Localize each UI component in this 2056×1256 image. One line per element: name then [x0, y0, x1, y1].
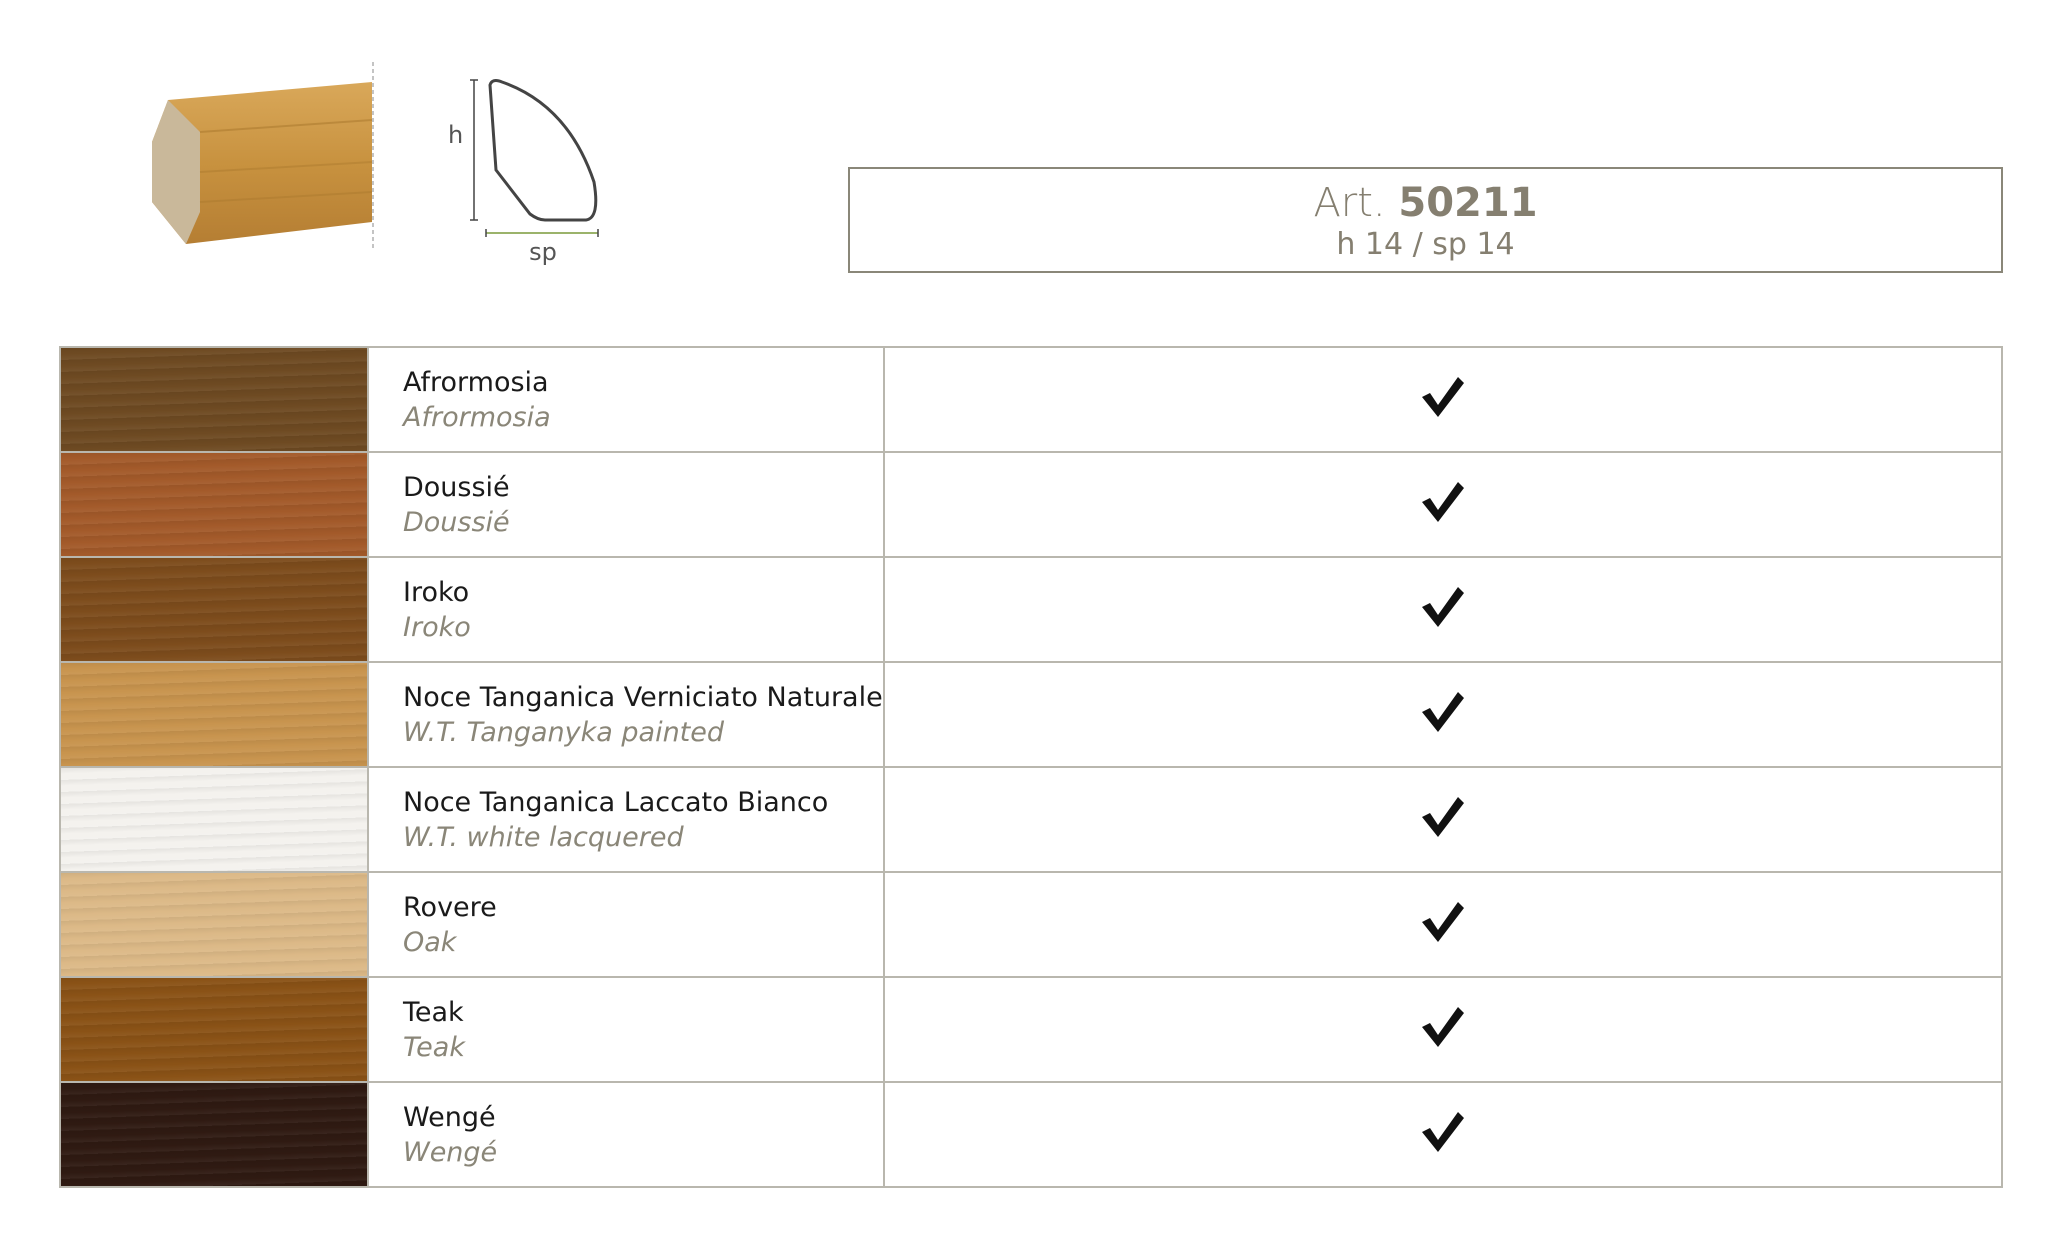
finish-name: Wengé — [403, 1101, 496, 1133]
finish-swatch-cell — [60, 872, 368, 977]
finish-translation: Iroko — [403, 611, 471, 643]
finish-row — [60, 347, 2002, 452]
finish-row — [60, 662, 2002, 767]
finish-translation: Wengé — [403, 1136, 498, 1168]
finish-row — [60, 767, 2002, 872]
finish-name-cell — [368, 872, 884, 977]
finishes-table — [59, 346, 2003, 1188]
availability-cell — [884, 662, 2002, 767]
checkmark-icon — [1420, 900, 1466, 944]
checkmark-icon — [1420, 480, 1466, 524]
finish-name-cell — [368, 662, 884, 767]
finish-row — [60, 977, 2002, 1082]
finish-name-cell — [368, 347, 884, 452]
thickness-label: sp — [529, 238, 557, 266]
profile-product-photo — [140, 62, 380, 248]
finish-row — [60, 452, 2002, 557]
wood-swatch — [61, 978, 367, 1081]
finish-name-cell — [368, 977, 884, 1082]
wood-swatch — [61, 873, 367, 976]
wood-swatch — [61, 348, 367, 451]
finish-swatch-cell — [60, 557, 368, 662]
finish-name: Doussié — [403, 471, 510, 503]
finish-row — [60, 557, 2002, 662]
finish-translation: Teak — [403, 1031, 465, 1063]
finish-name-cell — [368, 452, 884, 557]
finish-row — [60, 872, 2002, 977]
wood-swatch — [61, 1083, 367, 1186]
checkmark-icon — [1420, 585, 1466, 629]
wood-swatch — [61, 768, 367, 871]
checkmark-icon — [1420, 1110, 1466, 1154]
finish-name-cell — [368, 767, 884, 872]
article-prefix: Art. — [1313, 180, 1386, 226]
finish-translation: Oak — [403, 926, 457, 958]
article-code — [850, 179, 2001, 227]
checkmark-icon — [1420, 690, 1466, 734]
finish-name: Rovere — [403, 891, 497, 923]
article-dimensions: h 14 / sp 14 — [1336, 227, 1515, 262]
finish-row — [60, 1082, 2002, 1187]
height-label: h — [448, 121, 464, 149]
finish-swatch-cell — [60, 977, 368, 1082]
availability-cell — [884, 1082, 2002, 1187]
finish-swatch-cell — [60, 452, 368, 557]
article-number: 50211 — [1398, 180, 1538, 226]
finish-translation: Afrormosia — [403, 401, 551, 433]
article-header — [848, 167, 2003, 273]
finish-name-cell — [368, 1082, 884, 1187]
finish-name-cell — [368, 557, 884, 662]
finish-name: Teak — [403, 996, 464, 1028]
finish-name: Iroko — [403, 576, 470, 608]
wood-swatch — [61, 558, 367, 661]
finish-translation: W.T. Tanganyka painted — [403, 716, 725, 748]
profile-cross-section-drawing — [440, 70, 640, 270]
availability-cell — [884, 452, 2002, 557]
finish-name: Afrormosia — [403, 366, 549, 398]
availability-cell — [884, 977, 2002, 1082]
availability-cell — [884, 557, 2002, 662]
finish-swatch-cell — [60, 767, 368, 872]
finish-swatch-cell — [60, 347, 368, 452]
finish-swatch-cell — [60, 1082, 368, 1187]
wood-swatch — [61, 663, 367, 766]
finish-name: Noce Tanganica Verniciato Naturale — [403, 681, 883, 713]
finish-translation: Doussié — [403, 506, 510, 538]
availability-cell — [884, 347, 2002, 452]
availability-cell — [884, 872, 2002, 977]
finish-name: Noce Tanganica Laccato Bianco — [403, 786, 829, 818]
checkmark-icon — [1420, 1005, 1466, 1049]
finish-translation: W.T. white lacquered — [403, 821, 684, 853]
wood-swatch — [61, 453, 367, 556]
finish-swatch-cell — [60, 662, 368, 767]
checkmark-icon — [1420, 795, 1466, 839]
checkmark-icon — [1420, 375, 1466, 419]
availability-cell — [884, 767, 2002, 872]
